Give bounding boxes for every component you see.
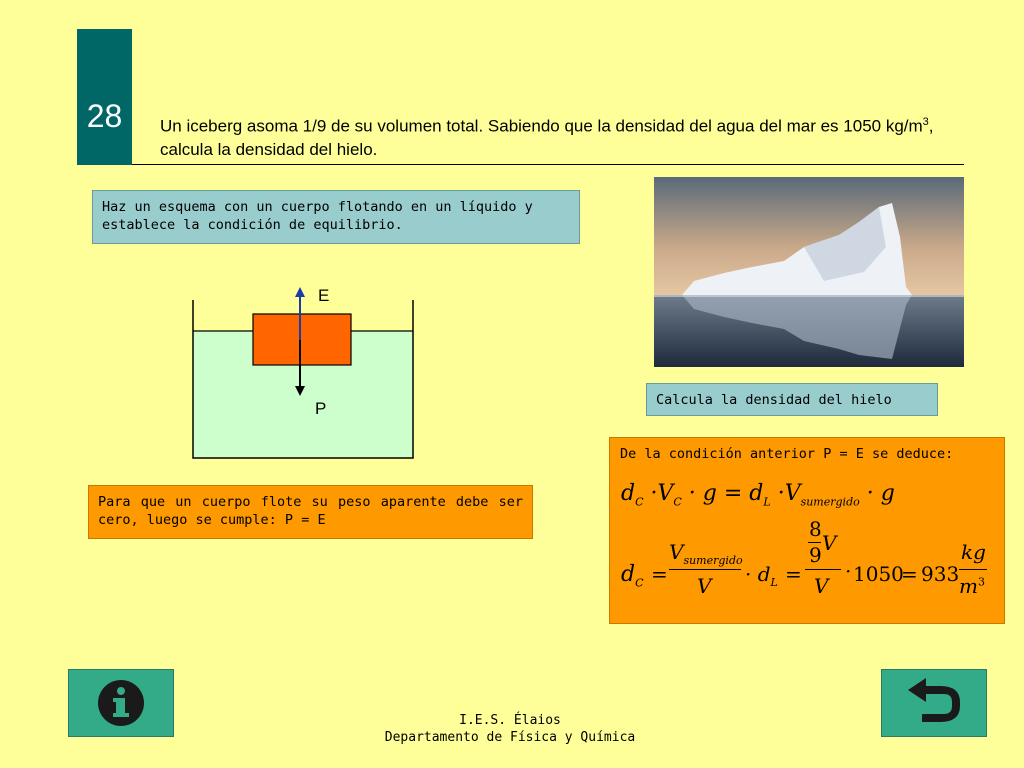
title-divider xyxy=(132,164,964,165)
frac-num-8: 8 xyxy=(809,517,822,541)
info-icon xyxy=(69,670,173,736)
return-icon xyxy=(882,670,986,736)
iceberg-photo xyxy=(654,177,964,367)
problem-text-end: , calcula la densidad del hielo. xyxy=(160,116,934,159)
density-lhs: $d_C$ xyxy=(621,562,644,590)
return-button[interactable] xyxy=(881,669,987,737)
slide-number-box xyxy=(77,29,132,165)
ice-density-result: 933 xyxy=(921,562,960,586)
footer xyxy=(360,712,660,746)
fraction-vsum: $V_{sumergido}$ xyxy=(669,540,743,567)
equilibrium-equation: $d_C \cdot V_C \cdot g = d_L \cdot V_{sumergido} \cdot g$ xyxy=(621,481,895,509)
label-P: P xyxy=(315,399,327,418)
dL-term: · $d_L$ xyxy=(745,562,778,589)
department-name: Departamento de Física y Química xyxy=(384,730,636,745)
equation-area: $d_C \cdot V_C \cdot g = d_L \cdot V_{sumergido} \cdot g$ $d_C$ = $V_{sumergido}$ V · $d_L$ = 8 9 V V · 1050 = 933 kg $m^3$ xyxy=(621,481,986,598)
floating-body-diagram xyxy=(180,280,430,465)
problem-text: Un iceberg asoma 1/9 de su volumen total. Sabiendo que la densidad del agua del mar es 1050 kg/m xyxy=(160,116,923,136)
problem-statement xyxy=(160,111,970,161)
buoyancy-arrowhead xyxy=(295,287,305,297)
fraction-line-1 xyxy=(669,569,741,570)
unit-m3: $m^3$ xyxy=(959,574,985,598)
info-button[interactable] xyxy=(68,669,174,737)
condition-box: Para que un cuerpo flote su peso aparente debe ser cero, luego se cumple: P = E xyxy=(88,485,533,539)
problem-superscript: 3 xyxy=(922,116,929,128)
fraction-line-2 xyxy=(805,569,841,570)
unit-kg: kg xyxy=(961,540,986,564)
calc-hint-box: Calcula la densidad del hielo xyxy=(646,383,938,416)
floating-block xyxy=(253,314,351,365)
sea-density-value: 1050 xyxy=(853,562,904,586)
deduction-text: De la condición anterior P = E se deduce: xyxy=(620,446,954,462)
scheme-hint-box: Haz un esquema con un cuerpo flotando en un líquido y establece la condición de equilibrio. xyxy=(92,190,580,244)
frac-den-9: 9 xyxy=(809,543,822,567)
slide-number: 28 xyxy=(86,98,123,134)
school-name: I.E.S. Élaios xyxy=(459,713,561,728)
label-E: E xyxy=(318,286,330,305)
